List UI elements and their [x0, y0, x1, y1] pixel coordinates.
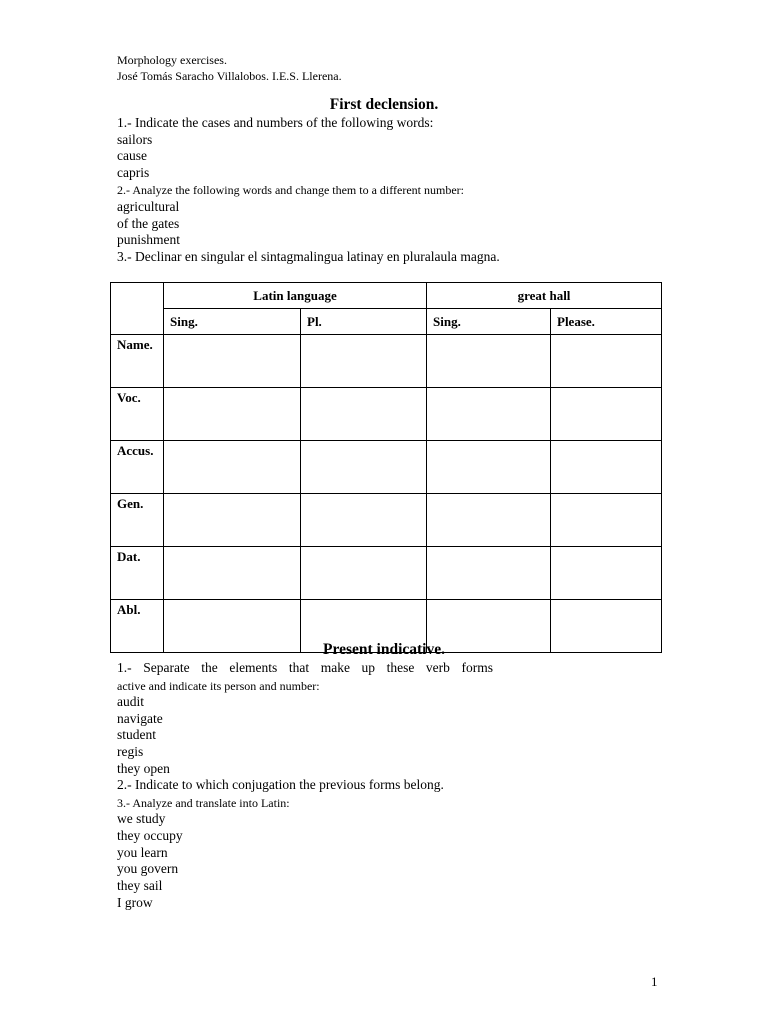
column-header-singular: Sing. [164, 309, 301, 335]
table-row [111, 441, 662, 494]
exercise-1-prompt: 1.- Indicate the cases and numbers of the following words: [117, 115, 434, 130]
case-label: Name. [111, 335, 164, 388]
answer-cell [164, 494, 301, 547]
word-item: regis [117, 744, 144, 759]
word-item: capris [117, 165, 150, 180]
word-item: agricultural [117, 199, 180, 214]
exercise-2-prompt: 2.- Indicate to which conjugation the previous forms belong. [117, 777, 444, 792]
answer-cell [164, 335, 301, 388]
case-label: Accus. [111, 441, 164, 494]
word-item: you govern [117, 861, 179, 876]
answer-cell [427, 441, 551, 494]
answer-cell [301, 441, 427, 494]
page-number: 1 [651, 974, 658, 989]
word-item: punishment [117, 232, 180, 247]
section-title-first-declension: First declension. [329, 96, 439, 113]
answer-cell [301, 547, 427, 600]
exercise-1-prompt-continued: active and indicate its person and number: [117, 679, 320, 693]
answer-cell [164, 547, 301, 600]
table-row [111, 335, 662, 388]
table-row [111, 388, 662, 441]
answer-cell [551, 494, 662, 547]
section-title-present-indicative: Present indicative. [323, 641, 445, 658]
word-item: of the gates [117, 216, 180, 231]
word-item: we study [117, 811, 166, 826]
table-row [111, 547, 662, 600]
exercise-3-prompt: 3.- Declinar en singular el sintagmalingua latinay en pluralaula magna. [117, 249, 500, 264]
answer-cell [551, 441, 662, 494]
answer-cell [164, 441, 301, 494]
word-item: sailors [117, 132, 153, 147]
word-item: audit [117, 694, 144, 709]
word-item: they occupy [117, 828, 183, 843]
answer-cell [551, 388, 662, 441]
answer-cell [551, 547, 662, 600]
column-group-latin-language: Latin language [164, 283, 427, 309]
answer-cell [301, 335, 427, 388]
answer-cell [427, 335, 551, 388]
case-label: Dat. [111, 547, 164, 600]
table-corner-cell [111, 283, 164, 309]
column-group-great-hall: great hall [427, 283, 662, 309]
column-header-plural: Pl. [301, 309, 427, 335]
word-item: navigate [117, 711, 163, 726]
document-author: José Tomás Saracho Villalobos. I.E.S. Llerena. [117, 69, 342, 83]
answer-cell [301, 494, 427, 547]
column-header-singular: Sing. [427, 309, 551, 335]
case-label: Gen. [111, 494, 164, 547]
answer-cell [551, 335, 662, 388]
declension-table [110, 282, 662, 653]
word-item: cause [117, 148, 147, 163]
document-subject: Morphology exercises. [117, 53, 227, 67]
exercise-3-prompt: 3.- Analyze and translate into Latin: [117, 796, 290, 810]
word-item: I grow [117, 895, 153, 910]
table-corner-cell [111, 309, 164, 335]
exercise-2-prompt: 2.- Analyze the following words and change them to a different number: [117, 183, 465, 197]
word-item: student [117, 727, 156, 742]
word-item: you learn [117, 845, 168, 860]
exercise-1-prompt: 1.- Separate the elements that make up these verb forms [117, 660, 493, 675]
case-label: Voc. [111, 388, 164, 441]
answer-cell [427, 388, 551, 441]
answer-cell [301, 388, 427, 441]
column-header-plural: Please. [551, 309, 662, 335]
word-item: they open [117, 761, 170, 776]
answer-cell [164, 388, 301, 441]
answer-cell [427, 547, 551, 600]
answer-cell [427, 494, 551, 547]
case-label: Abl. [111, 600, 164, 653]
word-item: they sail [117, 878, 163, 893]
table-row [111, 494, 662, 547]
